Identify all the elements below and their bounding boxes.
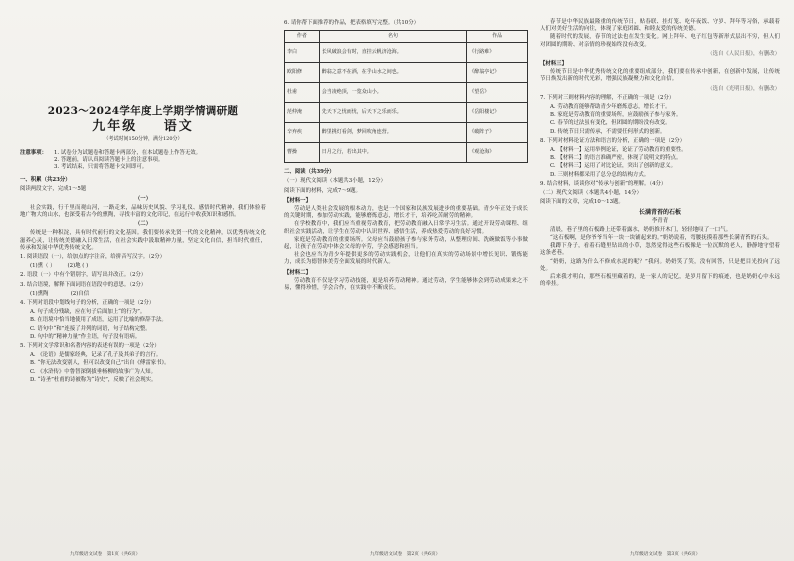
option: A. 句子成分残缺，应在句子后面加上“的行为”。 — [30, 309, 146, 316]
source-note: （选自《人民日报》，有删改） — [707, 50, 780, 57]
page-footer: 九年级语文试卷 第2页（共6页） — [370, 552, 441, 557]
table-row — [285, 143, 528, 163]
passage-paragraph: 劳动是人类社会发展的根本动力，也是一个国家和民族发展进步的重要基础。青少年正处于成长的关键时期，参加劳动实践，能够磨炼意志，增长才干，培养吃苦耐劳的精神。 — [284, 206, 528, 220]
blank-a: (1)熏（ ） — [30, 263, 56, 270]
option: B. 【材料二】的语言准确严密，体现了说明文的特点。 — [550, 155, 682, 162]
section-heading: 一、积累（共23分） — [20, 177, 71, 184]
passage-paragraph: 我蹲下身子，看着石缝里钻出的小草，忽然觉得这些石板像是一位沉默的老人，静静地守望着这条老巷。 — [540, 243, 780, 257]
passage-paragraph: 传统是一种积淀，具有时代前行的文化基因。我们要传承先贤一代的文化精神，以优秀传统文化滋养心灵，让传统美德融入日常生活，在社会实践中汲取精神力量，坚定文化自信，担当时代重任，传承和发展中华优秀传统文化。 — [20, 230, 266, 251]
option: C. 春节的过法虽有变化，但团圆的期盼没有改变。 — [550, 120, 671, 127]
notice-item: 1. 试卷分为试题卷和答题卡两部分，在本试题卷上作答无效。 — [54, 149, 202, 156]
story-author: 李青青 — [651, 217, 669, 224]
table-header: 名句 — [319, 31, 467, 43]
page-footer: 九年级语文试卷 第1页（共6页） — [70, 552, 141, 557]
part-intro: 阅读下面的材料，完成7～9题。 — [284, 187, 361, 194]
table-cell: 欧阳修 — [285, 63, 320, 83]
table-cell: 先天下之忧而忧，后天下之乐而乐。 — [319, 103, 467, 123]
page-column-1 — [20, 18, 266, 549]
question-3: 3. 结合语境，解释下面词语在语段中的意思。（2分） — [20, 281, 147, 288]
passage-paragraph: 劳动教育不仅是学习劳动技能，更是培养劳动精神。通过劳动，学生能够体会到劳动成果来之不易，懂得珍惜，学会合作，在实践中不断成长。 — [284, 277, 528, 292]
table-cell: 醉里挑灯看剑，梦回吹角连营。 — [319, 123, 467, 143]
table-row — [285, 103, 528, 123]
passage-paragraph: 清晨，巷子里的石板路上还带着露水，奶奶推开木门，轻轻地叹了一口气。 — [550, 226, 732, 233]
table-header-row — [285, 31, 528, 43]
passage-paragraph: 随着时代的发展，春节的过法也在发生变化。网上拜年、电子红包等新形式层出不穷，但人们对团圆的期盼、对亲情的珍视始终没有改变。 — [540, 34, 780, 48]
table-cell: 《望岳》 — [467, 83, 528, 103]
option: D. 传统节日只需传承，不需要任何形式的创新。 — [550, 128, 666, 135]
option: A. 【材料一】运用举例论证，论证了劳动教育的重要性。 — [550, 147, 687, 154]
section-heading: 二、阅读（共39分） — [284, 169, 335, 176]
option: B. 在语境中恰当地使用了成语，运用了比喻的修辞手法。 — [30, 317, 167, 324]
option: C. 《水浒传》中鲁智深倒拔垂杨柳的故事广为人知。 — [30, 368, 156, 375]
option: D. 句中的“精神力量”作主语，句子没有语病。 — [30, 333, 141, 340]
question-9: 9. 结合材料，谈谈你对“传承与创新”的理解。（4分） — [540, 180, 667, 187]
source-note: （选自《光明日报》，有删改） — [707, 85, 780, 92]
exam-time: （考试时间150分钟，满分120分） — [103, 136, 183, 143]
option: A. 《论语》是儒家经典，记录了孔子及其弟子的言行。 — [30, 352, 162, 359]
option: B. 家庭是劳动教育的重要场所，应鼓励孩子参与家务。 — [550, 112, 682, 119]
table-row — [285, 43, 528, 63]
part-intro: 阅读下面的文章，完成10～13题。 — [540, 199, 624, 206]
exam-title: 2023～2024学年度上学期学情调研题 — [47, 105, 239, 117]
passage-paragraph: 春节是中华民族最隆重的传统节日，贴春联、挂灯笼、吃年夜饭、守岁、拜年等习俗，承载着人们对美好生活的向往，体现了家庭团圆、和睦友爱的传统美德。 — [540, 19, 780, 33]
table-cell: 辛弃疾 — [285, 123, 320, 143]
passage-paragraph: 社会也应当为青少年提供更多的劳动实践机会，让他们在真实的劳动场景中增长见识、锻炼能力，成长为德智体美劳全面发展的时代新人。 — [284, 252, 528, 266]
notice-heading: 注意事项： — [20, 149, 47, 156]
exam-subtitle — [20, 119, 266, 135]
question-2: 2. 语段（一）中有个错别字，请写出并改正。（2分） — [20, 272, 147, 279]
option: C. 【材料三】运用了对比论证，突出了创新的意义。 — [550, 163, 676, 170]
part-label: （二） — [134, 221, 152, 228]
material-label: 【材料三】 — [540, 61, 567, 68]
question-6: 6. 请你帮下面推荐的作品，把表格填写完整。（共10分） — [284, 20, 420, 26]
material-label: 【材料二】 — [284, 269, 311, 276]
question-7: 7. 下列对三则材料内容的理解，不正确的一项是（2分） — [540, 94, 675, 101]
question-1-blanks — [20, 263, 266, 270]
option: D. “诗圣”杜甫的诗被称为“诗史”，反映了社会现实。 — [30, 376, 157, 383]
table-cell: 《观沧海》 — [467, 143, 528, 163]
notice-item: 3. 考试结束，只需将答题卡交回即可。 — [54, 164, 148, 171]
passage-paragraph: 社会实践，行千里而观山河，一路走来，品味历史风貌、学习礼仪、感悟时代精神，我们体验着地广物大的山水，也深受着古今的熏陶，寻找丰富的文化印记，在远行中收获知识和感悟。 — [20, 204, 266, 219]
option: A. 劳动教育能够帮助青少年磨炼意志，增长才干。 — [550, 104, 671, 111]
passage-paragraph: 后来我才明白，那些石板里藏着的，是一家人的记忆，是岁月留下的痕迹，也是奶奶心中永远的牵挂。 — [540, 274, 780, 288]
table-row — [285, 83, 528, 103]
table-row — [285, 63, 528, 83]
item-b: (2)自信 — [70, 290, 90, 297]
question-5: 5. 下列对文学常识和名著内容的表述有误的一项是（2分） — [20, 343, 160, 350]
grade-label: 九年级 — [92, 119, 138, 135]
table-cell: 日月之行，若出其中。 — [319, 143, 467, 163]
option: B. “你无法改变别人，但可以改变自己”出自《傅雷家书》。 — [30, 360, 170, 367]
option: C. 语句中“和”连接了并列的词语，句子结构完整。 — [30, 325, 151, 332]
table-cell: 范仲淹 — [285, 103, 320, 123]
notice-block — [20, 150, 266, 172]
part-heading: （二）现代文阅读（本题共4小题，14分） — [540, 190, 642, 197]
page-column-2 — [284, 18, 528, 549]
item-a: (1)熏陶 — [30, 290, 49, 297]
table-cell: 《破阵子》 — [467, 123, 528, 143]
table-cell: 曹操 — [285, 143, 320, 163]
passage-paragraph: 家庭是劳动教育的重要场所。父母应当鼓励孩子参与家务劳动，从整理房间、洗碗做饭等小事做起，让孩子在劳动中体会父母的辛劳，学会感恩和担当。 — [284, 236, 528, 251]
table-cell: 杜甫 — [285, 83, 320, 103]
table-header: 作者 — [285, 31, 320, 43]
material-label: 【材料一】 — [284, 197, 311, 204]
page-column-3 — [540, 18, 780, 549]
table-cell: 会当凌绝顶，一览众山小。 — [319, 83, 467, 103]
table-cell: 醉翁之意不在酒，在乎山水之间也。 — [319, 63, 467, 83]
page-footer: 九年级语文试卷 第3页（共6页） — [630, 552, 701, 557]
subject-label: 语文 — [163, 119, 194, 135]
table-header: 作品 — [467, 31, 528, 43]
works-table — [284, 30, 528, 163]
part-heading: （一）现代文阅读（本题共3小题，12分） — [284, 178, 386, 185]
table-cell: 《岳阳楼记》 — [467, 103, 528, 123]
story-title: 长满青苔的石板 — [638, 209, 681, 217]
passage-paragraph: “奶奶，这路为什么不修成水泥的呢？”我问。奶奶笑了笑，没有回答，只是把目光投向了远处。 — [540, 258, 780, 272]
blank-b: (2)地 ( ) — [67, 263, 89, 270]
notice-list — [54, 150, 201, 172]
passage-paragraph: 传统节日是中华优秀传统文化的重要组成部分，我们要在传承中创新，在创新中发展，让传统节日焕发出新的时代光彩，增强民族凝聚力和文化自信。 — [540, 69, 780, 83]
table-cell: 《醉翁亭记》 — [467, 63, 528, 83]
question-3-items — [20, 291, 266, 298]
part-label: （一） — [134, 195, 152, 202]
table-cell: 李白 — [285, 43, 320, 63]
question-4: 4. 下列对语段中划线句子的分析，正确的一项是（2分） — [20, 300, 155, 307]
table-cell: 《行路难》 — [467, 43, 528, 63]
passage-paragraph: “这石板啊，是你爷爷当年一块一块铺起来的。”奶奶说着，弯腰抚摸着那些长满青苔的石头。 — [550, 235, 773, 242]
question-1: 1. 阅读语段（一），给加点的字注音，给拼音写汉字。（2分） — [20, 254, 166, 261]
table-row — [285, 123, 528, 143]
section-intro: 阅读两段文字，完成1～5题 — [20, 186, 87, 193]
table-cell: 长风破浪会有时，直挂云帆济沧海。 — [319, 43, 467, 63]
passage-paragraph: 在学校教育中，我们应当重视劳动教育，把劳动教育融入日常学习生活。通过开设劳动课程、组织社会实践活动，让学生在劳动中认识世界、感悟生活，养成热爱劳动的良好习惯。 — [284, 221, 528, 235]
notice-item: 2. 答题前，请认真阅读答题卡上的注意事项。 — [54, 156, 164, 163]
option: D. 三则材料都采用了总分总的结构方式。 — [550, 171, 650, 178]
question-8: 8. 下列对材料论证方法和语言的分析，正确的一项是（2分） — [540, 137, 686, 144]
